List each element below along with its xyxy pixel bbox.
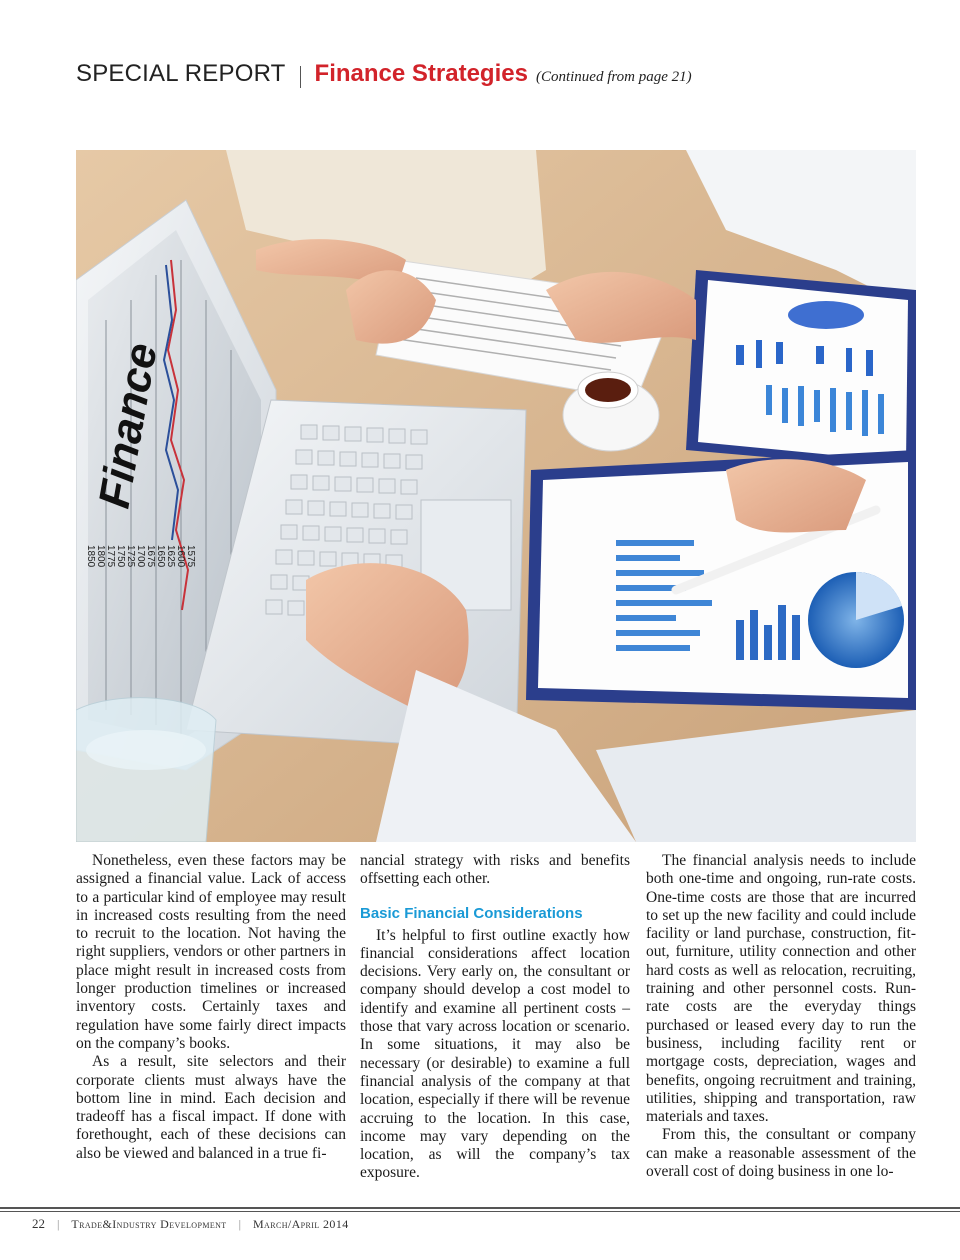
- column-3: [646, 852, 916, 1181]
- screen-number: 1650: [155, 545, 166, 568]
- footer-divider: |: [238, 1216, 241, 1231]
- footer-rule: [0, 1211, 960, 1212]
- screen-finance-word: Finance: [89, 339, 167, 512]
- footer-rule: [0, 1207, 960, 1209]
- footer-divider: |: [57, 1216, 60, 1231]
- publication-name: Trade&Industry Development: [71, 1216, 227, 1231]
- screen-number: 1725: [125, 545, 136, 568]
- page-header: [76, 60, 916, 94]
- continued-note: (Continued from page 21): [535, 69, 692, 85]
- issue-date: March/April 2014: [252, 1216, 349, 1231]
- section-heading: Basic Financial Considerations: [360, 904, 583, 922]
- screen-number: 1700: [135, 545, 146, 568]
- column-2: [360, 852, 630, 1183]
- screen-number: 1625: [165, 545, 176, 568]
- paragraph: Nonetheless, even these factors may be assigned a financial value. Lack of access to a particular kind of employee may result in increased costs resulting from the need to recruit to the location. Not having the right suppliers, vendors or other partners in place might result in increased costs from longer production timelines or increased inventory costs. Certainly taxes and regulation have some fairly direct impacts on the company’s books.: [76, 852, 346, 1052]
- feature-photo: [76, 150, 916, 842]
- paragraph: The financial analysis needs to include both one-time and ongoing, run-rate costs. One-time costs are those that are incurred to set up the new facility and could include facility or land purchase, construction, fit-out, furniture, utility connection and other hard costs as well as relocation, recruiting, training and other personnel costs. Run-rate costs are the everyday things purchased or leased every day to run the business, including facility rent or mortgage costs, depreciation, wages and benefits, ongoing recruitment and training, utilities, shipping and transportation, raw materials and taxes.: [646, 852, 916, 1126]
- screen-number: 1775: [105, 545, 116, 568]
- screen-number: 1675: [145, 545, 156, 568]
- screen-number: 1850: [85, 545, 96, 568]
- header-divider: [300, 66, 301, 88]
- article-title: Finance Strategies: [314, 60, 528, 87]
- screen-number: 1600: [175, 545, 186, 568]
- column-1: [76, 852, 346, 1163]
- section-label: SPECIAL REPORT: [76, 60, 286, 87]
- page-number: 22: [32, 1216, 45, 1231]
- page-footer: [32, 1215, 349, 1233]
- paragraph: As a result, site selectors and their corporate clients must always have the bottom line in mind. Each decision and tradeoff has a fiscal impact. If done with forethought, each of these decisions can also be viewed and balanced in a true fi-: [76, 1053, 346, 1162]
- article-body: [76, 852, 916, 1188]
- screen-number: 1750: [115, 545, 126, 568]
- paragraph: nancial strategy with risks and benefits offsetting each other.: [360, 852, 630, 888]
- screen-number: 1800: [95, 545, 106, 568]
- paragraph: From this, the consultant or company can make a reasonable assessment of the overall cost of doing business in one lo-: [646, 1126, 916, 1181]
- paragraph: It’s helpful to first outline exactly how financial considerations affect location decisions. Very early on, the consultant or company should develop a cost model to identify and examine all pertinent costs – those that vary across location or scenario. In some situations, it may also be necessary (or desirable) to examine a full financial analysis of the company at that location, especially if there will be revenue accruing to the location. In this case, income may vary depending on the location, as will the company’s tax exposure.: [360, 926, 630, 1182]
- screen-number: 1575: [185, 545, 196, 568]
